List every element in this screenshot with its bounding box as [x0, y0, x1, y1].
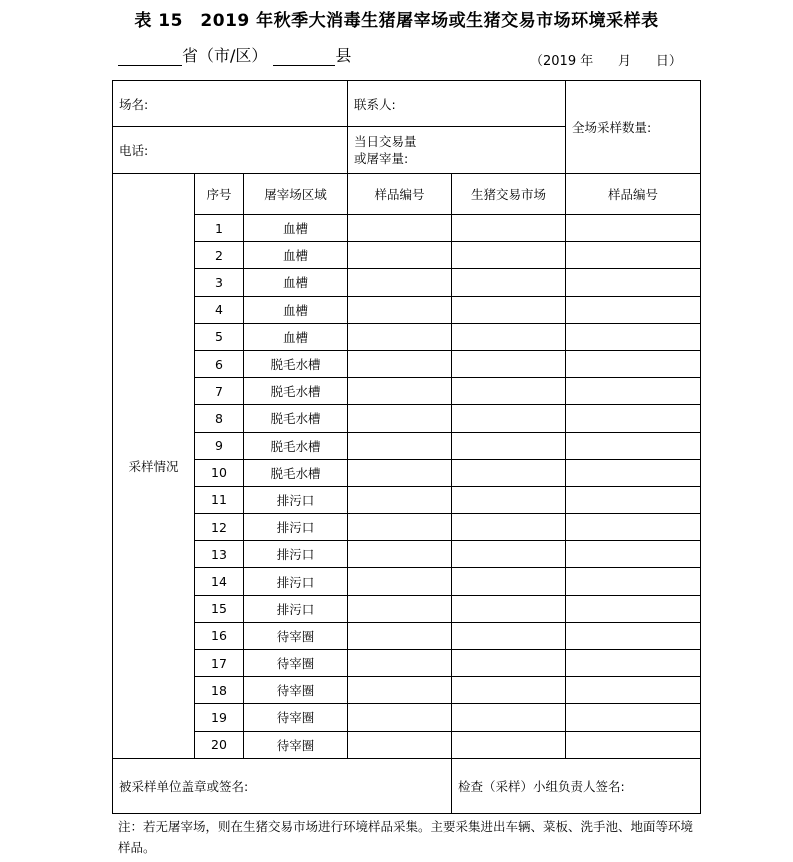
column-header-row — [113, 174, 701, 215]
row-seq: 11 — [195, 486, 244, 513]
table-row — [113, 296, 701, 323]
row-area: 脱毛水槽 — [244, 432, 348, 459]
inspector-signature-field[interactable]: 检查（采样）小组负责人签名: — [452, 758, 701, 813]
market-cell[interactable] — [452, 677, 566, 704]
county-label: 县 — [335, 46, 352, 65]
table-row — [113, 704, 701, 731]
sample-no-cell[interactable] — [348, 378, 452, 405]
sample-no-cell[interactable] — [348, 323, 452, 350]
row-seq: 16 — [195, 622, 244, 649]
province-label: 省（市/区） — [182, 46, 268, 65]
phone-field[interactable]: 电话: — [113, 127, 348, 174]
row-area: 待宰圈 — [244, 622, 348, 649]
county-blank[interactable] — [273, 47, 335, 66]
sample-no-cell[interactable] — [348, 514, 452, 541]
row-area: 脱毛水槽 — [244, 350, 348, 377]
row-seq: 18 — [195, 677, 244, 704]
market-cell[interactable] — [452, 704, 566, 731]
sample-no-cell[interactable] — [348, 486, 452, 513]
market-cell[interactable] — [452, 432, 566, 459]
market-cell[interactable] — [452, 296, 566, 323]
total-samples-field[interactable]: 全场采样数量: — [566, 81, 701, 174]
row-area: 血槽 — [244, 215, 348, 242]
row-area: 待宰圈 — [244, 677, 348, 704]
column-header-seq: 序号 — [195, 174, 244, 215]
date-line — [530, 50, 682, 69]
table-row — [113, 269, 701, 296]
sampling-section-label: 采样情况 — [113, 174, 195, 759]
row-seq: 1 — [195, 215, 244, 242]
row-seq: 13 — [195, 541, 244, 568]
sample-no-2-cell[interactable] — [566, 350, 701, 377]
row-seq: 3 — [195, 269, 244, 296]
sample-no-cell[interactable] — [348, 269, 452, 296]
row-seq: 19 — [195, 704, 244, 731]
market-cell[interactable] — [452, 323, 566, 350]
sample-no-2-cell[interactable] — [566, 650, 701, 677]
row-area: 血槽 — [244, 242, 348, 269]
venue-field[interactable]: 场名: — [113, 81, 348, 127]
row-area: 待宰圈 — [244, 704, 348, 731]
column-header-area: 屠宰场区域 — [244, 174, 348, 215]
row-area: 待宰圈 — [244, 731, 348, 758]
row-seq: 14 — [195, 568, 244, 595]
sample-no-2-cell[interactable] — [566, 242, 701, 269]
column-header-market: 生猪交易市场 — [452, 174, 566, 215]
row-seq: 17 — [195, 650, 244, 677]
page-title: 表 15 2019 年秋季大消毒生猪屠宰场或生猪交易市场环境采样表 — [134, 11, 659, 31]
sample-no-cell[interactable] — [348, 677, 452, 704]
table-row — [113, 568, 701, 595]
row-area: 脱毛水槽 — [244, 378, 348, 405]
sample-no-2-cell[interactable] — [566, 677, 701, 704]
date-year: （2019 年 — [530, 54, 594, 69]
row-area: 血槽 — [244, 323, 348, 350]
table-row — [113, 215, 701, 242]
sample-no-2-cell[interactable] — [566, 296, 701, 323]
row-area: 排污口 — [244, 514, 348, 541]
sample-no-cell[interactable] — [348, 405, 452, 432]
row-seq: 5 — [195, 323, 244, 350]
volume-field[interactable]: 当日交易量 或屠宰量: — [348, 127, 566, 174]
sample-no-cell[interactable] — [348, 568, 452, 595]
row-seq: 12 — [195, 514, 244, 541]
market-cell[interactable] — [452, 541, 566, 568]
sample-no-2-cell[interactable] — [566, 595, 701, 622]
market-cell[interactable] — [452, 514, 566, 541]
sample-no-2-cell[interactable] — [566, 486, 701, 513]
table-row — [113, 459, 701, 486]
sampling-table — [112, 80, 701, 814]
table-row — [113, 731, 701, 758]
row-area: 脱毛水槽 — [244, 459, 348, 486]
row-area: 待宰圈 — [244, 650, 348, 677]
market-cell[interactable] — [452, 215, 566, 242]
table-row — [113, 541, 701, 568]
table-row — [113, 242, 701, 269]
sample-no-cell[interactable] — [348, 215, 452, 242]
sample-no-cell[interactable] — [348, 650, 452, 677]
market-cell[interactable] — [452, 350, 566, 377]
table-row — [113, 378, 701, 405]
row-seq: 7 — [195, 378, 244, 405]
sampled-unit-signature-field[interactable]: 被采样单位盖章或签名: — [113, 758, 452, 813]
table-row — [113, 622, 701, 649]
province-blank[interactable] — [118, 47, 182, 66]
table-row — [113, 677, 701, 704]
row-area: 脱毛水槽 — [244, 405, 348, 432]
market-cell[interactable] — [452, 242, 566, 269]
sample-no-cell[interactable] — [348, 296, 452, 323]
market-cell[interactable] — [452, 405, 566, 432]
sample-no-cell[interactable] — [348, 459, 452, 486]
sample-no-cell[interactable] — [348, 731, 452, 758]
sample-no-2-cell[interactable] — [566, 323, 701, 350]
sample-no-2-cell[interactable] — [566, 514, 701, 541]
sample-no-cell[interactable] — [348, 704, 452, 731]
row-seq: 6 — [195, 350, 244, 377]
sample-no-cell[interactable] — [348, 350, 452, 377]
market-cell[interactable] — [452, 378, 566, 405]
row-seq: 9 — [195, 432, 244, 459]
table-row — [113, 323, 701, 350]
row-seq: 4 — [195, 296, 244, 323]
sample-no-cell[interactable] — [348, 595, 452, 622]
row-area: 排污口 — [244, 568, 348, 595]
market-cell[interactable] — [452, 269, 566, 296]
market-cell[interactable] — [452, 486, 566, 513]
sample-no-2-cell[interactable] — [566, 568, 701, 595]
sample-no-2-cell[interactable] — [566, 541, 701, 568]
sample-no-2-cell[interactable] — [566, 269, 701, 296]
row-seq: 8 — [195, 405, 244, 432]
market-cell[interactable] — [452, 595, 566, 622]
sample-no-cell[interactable] — [348, 541, 452, 568]
contact-field[interactable]: 联系人: — [348, 81, 566, 127]
table-row — [113, 595, 701, 622]
sample-no-2-cell[interactable] — [566, 405, 701, 432]
column-header-sample-no-2: 样品编号 — [566, 174, 701, 215]
date-month: 月 — [618, 54, 632, 69]
market-cell[interactable] — [452, 622, 566, 649]
table-row — [113, 432, 701, 459]
sample-no-2-cell[interactable] — [566, 215, 701, 242]
table-row — [113, 650, 701, 677]
sample-no-cell[interactable] — [348, 622, 452, 649]
row-area: 血槽 — [244, 296, 348, 323]
row-seq: 15 — [195, 595, 244, 622]
row-seq: 2 — [195, 242, 244, 269]
table-row — [113, 350, 701, 377]
market-cell[interactable] — [452, 731, 566, 758]
sample-no-2-cell[interactable] — [566, 378, 701, 405]
market-cell[interactable] — [452, 459, 566, 486]
row-seq: 10 — [195, 459, 244, 486]
table-row — [113, 514, 701, 541]
footnote: 注：若无屠宰场，则在生猪交易市场进行环境样品采集。主要采集进出车辆、菜板、洗手池、地面等环境样品。 — [118, 819, 694, 855]
table-row — [113, 405, 701, 432]
table-row — [113, 486, 701, 513]
row-area: 排污口 — [244, 486, 348, 513]
date-day: 日） — [655, 54, 682, 69]
row-area: 血槽 — [244, 269, 348, 296]
sample-no-cell[interactable] — [348, 432, 452, 459]
sample-no-2-cell[interactable] — [566, 459, 701, 486]
sample-no-cell[interactable] — [348, 242, 452, 269]
row-seq: 20 — [195, 731, 244, 758]
column-header-sample-no: 样品编号 — [348, 174, 452, 215]
sample-no-2-cell[interactable] — [566, 731, 701, 758]
row-area: 排污口 — [244, 595, 348, 622]
sample-no-2-cell[interactable] — [566, 432, 701, 459]
market-cell[interactable] — [452, 568, 566, 595]
row-area: 排污口 — [244, 541, 348, 568]
sample-no-2-cell[interactable] — [566, 704, 701, 731]
market-cell[interactable] — [452, 650, 566, 677]
sample-no-2-cell[interactable] — [566, 622, 701, 649]
